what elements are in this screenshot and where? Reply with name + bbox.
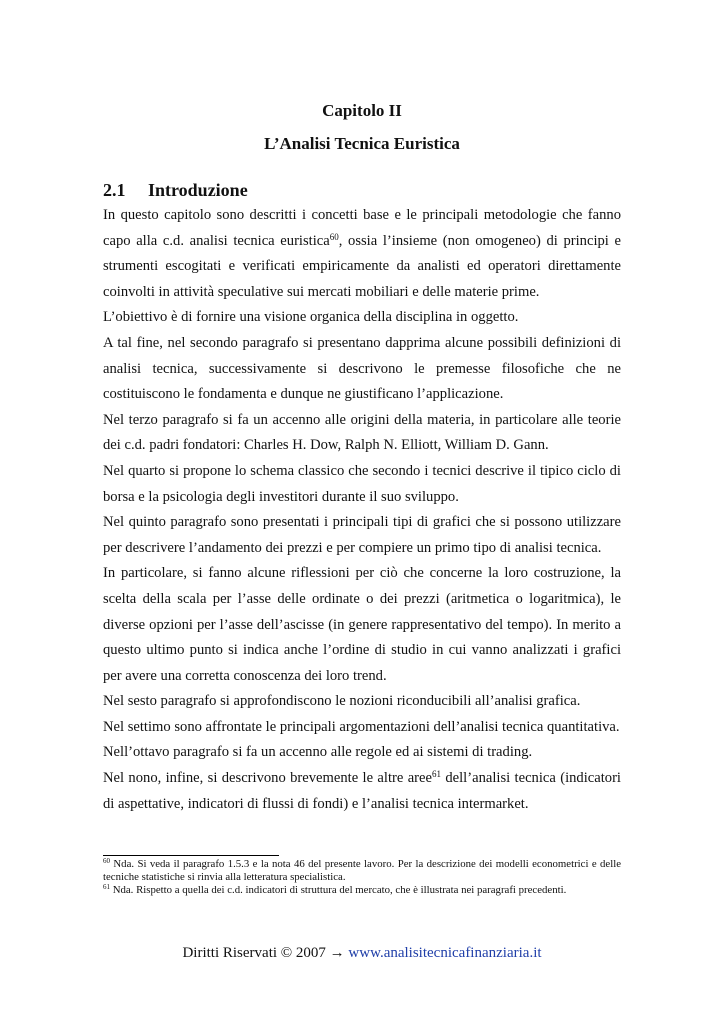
body-text [103, 203, 621, 817]
paragraph-1 [103, 203, 621, 305]
chapter-title: L’Analisi Tecnica Euristica [264, 134, 460, 153]
section-heading [103, 180, 248, 201]
footnote-60 [103, 858, 621, 884]
footer-copyright: Diritti Riservati © 2007 → [182, 945, 349, 961]
paragraph-2: L’obiettivo è di fornire una visione organica della disciplina in oggetto. [103, 309, 519, 326]
paragraph-11-start: Nel nono, infine, si descrivono brevemente le altre aree [103, 770, 432, 787]
paragraph-3: A tal fine, nel secondo paragrafo si presentano dapprima alcune possibili definizioni di analisi tecnica, successivamente si descrivono le premesse filosofiche che ne costituiscono le fondamenta e dunque ne giustificano l’applicazione. [103, 334, 621, 403]
paragraph-11-end: dell’analisi tecnica (indicatori di aspettative, indicatori di flussi di fondi) e l’analisi tecnica intermarket. [103, 770, 621, 812]
paragraph-5: Nel quarto si propone lo schema classico che secondo i tecnici descrive il tipico ciclo di borsa e la psicologia degli investitori durante il suo sviluppo. [103, 462, 621, 505]
section-number: 2.1 [103, 180, 126, 200]
paragraph-7: In particolare, si fanno alcune riflessioni per ciò che concerne la loro costruzione, la scelta della scala per l’asse delle ordinate o dei prezzi (aritmetica o logaritmica), le diverse opzioni per l’asse dell’ascisse (in genere rappresentativo del tempo). In merito a questo ultimo punto si indica anche l’ordine di studio in cui vanno analizzati i grafici per avere una corretta conoscenza dei loro trend. [103, 565, 621, 684]
footnote-text: Nda. Si veda il paragrafo 1.5.3 e la nota 46 del presente lavoro. Per la descrizione dei modelli econometrici e delle tecniche statistiche si rinvia alla letteratura specialistica. [103, 858, 621, 883]
footnote-mark: 61 [103, 883, 110, 891]
footnote-61 [103, 884, 621, 897]
chapter-number: Capitolo II [322, 101, 402, 120]
footer-website-link[interactable]: www.analisitecnicafinanziaria.it [348, 945, 542, 961]
footnotes [103, 858, 621, 897]
footnote-ref-61: 61 [432, 769, 441, 780]
page-footer [0, 945, 724, 962]
paragraph-1-start: In questo capitolo sono descritti i concetti base e le principali metodologie che fanno capo alla c.d. analisi tecnica euristica [103, 207, 621, 249]
paragraph-6: Nel quinto paragrafo sono presentati i principali tipi di grafici che si possono utilizzare per descrivere l’andamento dei prezzi e per compiere un primo tipo di analisi tecnica. [103, 514, 621, 556]
paragraph-10: Nell’ottavo paragrafo si fa un accenno alle regole ed ai sistemi di trading. [103, 744, 533, 761]
paragraph-9: Nel settimo sono affrontate le principali argomentazioni dell’analisi tecnica quantitativa. [103, 718, 620, 735]
section-title: Introduzione [148, 180, 248, 200]
paragraph-11 [103, 766, 621, 817]
paragraph-4: Nel terzo paragrafo si fa un accenno alle origini della materia, in particolare alle teorie dei c.d. padri fondatori: Charles H. Dow, Ralph N. Elliott, William D. Gann. [103, 411, 621, 454]
paragraph-8: Nel sesto paragrafo si approfondiscono le nozioni riconducibili all’analisi grafica. [103, 693, 581, 710]
footnote-divider [103, 855, 279, 856]
footnote-ref-60: 60 [329, 231, 339, 242]
paragraph-1-end: , ossia l’insieme (non omogeneo) di principi e strumenti escogitati e verificati empiricamente da analisti ed operatori direttamente coinvolti in attività speculative sui mercati mobiliari e delle materie prime. [103, 232, 621, 300]
footnote-mark: 60 [103, 857, 110, 865]
footnote-text: Nda. Rispetto a quella dei c.d. indicatori di struttura del mercato, che è illustrata nei paragrafi precedenti. [110, 884, 567, 896]
